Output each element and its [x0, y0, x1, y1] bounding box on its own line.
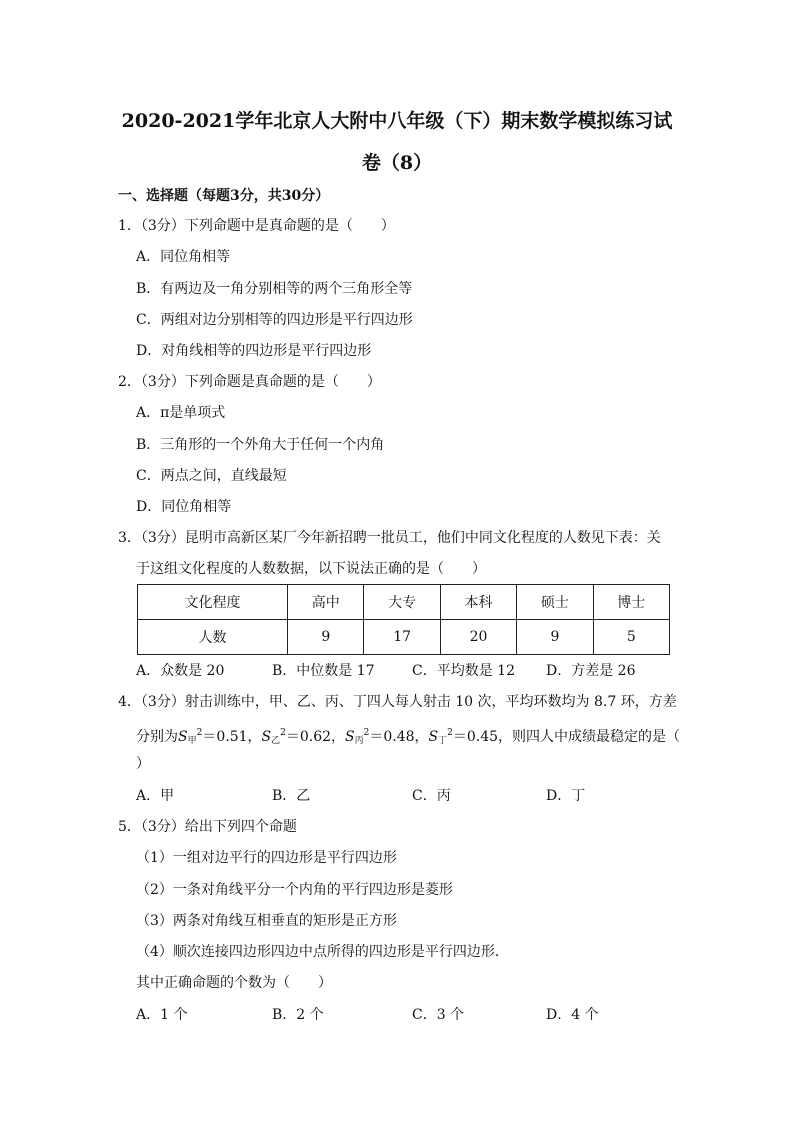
variance-subscript: 丙	[354, 736, 364, 746]
page-title-line2: 卷（8）	[361, 152, 433, 174]
q5-option-c: C．3 个	[412, 1007, 465, 1023]
table-cell: 9	[288, 620, 364, 655]
variance-value: ＝0.51，	[202, 729, 262, 745]
q2-option-d: D．同位角相等	[136, 499, 232, 515]
q1-option-a: A．同位角相等	[136, 249, 231, 265]
q1-option-c: C．两组对边分别相等的四边形是平行四边形	[136, 312, 413, 328]
table-cell: 17	[364, 620, 440, 655]
table-header-cell: 硕士	[517, 585, 593, 620]
table-header-cell: 文化程度	[138, 585, 288, 620]
q4-option-a: A．甲	[136, 788, 175, 804]
table-row	[138, 620, 670, 655]
q3-option-d: D．方差是 26	[546, 663, 636, 679]
q2-option-b: B．三角形的一个外角大于任何一个内角	[136, 437, 385, 453]
q5-option-b: B．2 个	[272, 1007, 324, 1023]
table-cell: 人数	[138, 620, 288, 655]
q1-option-b: B．有两边及一角分别相等的两个三角形全等	[136, 281, 413, 297]
table-cell: 20	[440, 620, 516, 655]
q3-stem-line2: 于这组文化程度的人数数据，以下说法正确的是（ ）	[136, 561, 486, 577]
variance-exponent: 2	[363, 728, 370, 738]
q4-option-c: C．丙	[412, 788, 451, 804]
q2-option-c: C．两点之间，直线最短	[136, 468, 287, 484]
variance-subscript: 乙	[271, 736, 281, 746]
q4-prefix: 分别为	[136, 729, 178, 745]
table-header-cell: 大专	[364, 585, 440, 620]
page-title-line1: 2020-2021学年北京人大附中八年级（下）期末数学模拟练习试	[121, 110, 673, 132]
q1-option-d: D．对角线相等的四边形是平行四边形	[136, 343, 372, 359]
q4-option-b: B．乙	[272, 788, 311, 804]
variance-value: ＝0.45，则四人中成绩最稳定的是（	[452, 729, 681, 745]
table-cell: 9	[517, 620, 593, 655]
q4-stem-line3: ）	[136, 756, 150, 772]
q3-option-a: A．众数是 20	[136, 663, 225, 679]
q5-stem: 5．（3分）给出下列四个命题	[118, 819, 297, 835]
q3-stem-line1: 3．（3分）昆明市高新区某厂今年新招聘一批员工，他们中同文化程度的人数见下表：关	[118, 530, 661, 546]
q5-option-a: A．1 个	[136, 1007, 188, 1023]
q5-statement-4: （4）顺次连接四边形四边中点所得的四边形是平行四边形．	[136, 944, 509, 960]
q5-question: 其中正确命题的个数为（ ）	[136, 975, 332, 991]
q3-option-b: B．中位数是 17	[272, 663, 375, 679]
variance-symbol: S	[178, 729, 188, 745]
q5-statement-1: （1）一组对边平行的四边形是平行四边形	[136, 850, 397, 866]
education-table	[137, 584, 670, 655]
table-header-cell: 博士	[593, 585, 669, 620]
table-header-cell: 本科	[440, 585, 516, 620]
variance-symbol: S	[261, 729, 272, 745]
variance-subscript: 甲	[187, 736, 197, 746]
q4-option-d: D．丁	[546, 788, 586, 804]
variance-exponent: 2	[196, 728, 203, 738]
variance-value: ＝0.48，	[369, 729, 429, 745]
q5-statement-2: （2）一条对角线平分一个内角的平行四边形是菱形	[136, 882, 453, 898]
q2-stem: 2．（3分）下列命题是真命题的是（ ）	[118, 374, 381, 390]
q4-stem-line2	[136, 723, 680, 751]
variance-symbol: S	[345, 729, 355, 745]
q4-stem-line1: 4．（3分）射击训练中，甲、乙、丙、丁四人每人射击 10 次，平均环数均为 8.7 环，方差	[118, 694, 677, 710]
variance-exponent: 2	[447, 728, 453, 738]
q5-statement-3: （3）两条对角线互相垂直的矩形是正方形	[136, 913, 397, 929]
variance-exponent: 2	[280, 728, 286, 738]
q1-stem: 1．（3分）下列命题中是真命题的是（ ）	[118, 218, 395, 234]
table-header-row	[138, 585, 670, 620]
q5-option-d: D．4 个	[546, 1007, 599, 1023]
variance-symbol: S	[428, 729, 439, 745]
variance-subscript: 丁	[438, 736, 448, 746]
table-cell: 5	[593, 620, 669, 655]
variance-value: ＝0.62，	[285, 729, 346, 745]
table-header-cell: 高中	[288, 585, 364, 620]
q2-option-a: A．π是单项式	[136, 405, 226, 421]
section-heading: 一、选择题（每题3分，共30分）	[118, 188, 330, 204]
q3-option-c: C．平均数是 12	[412, 663, 515, 679]
